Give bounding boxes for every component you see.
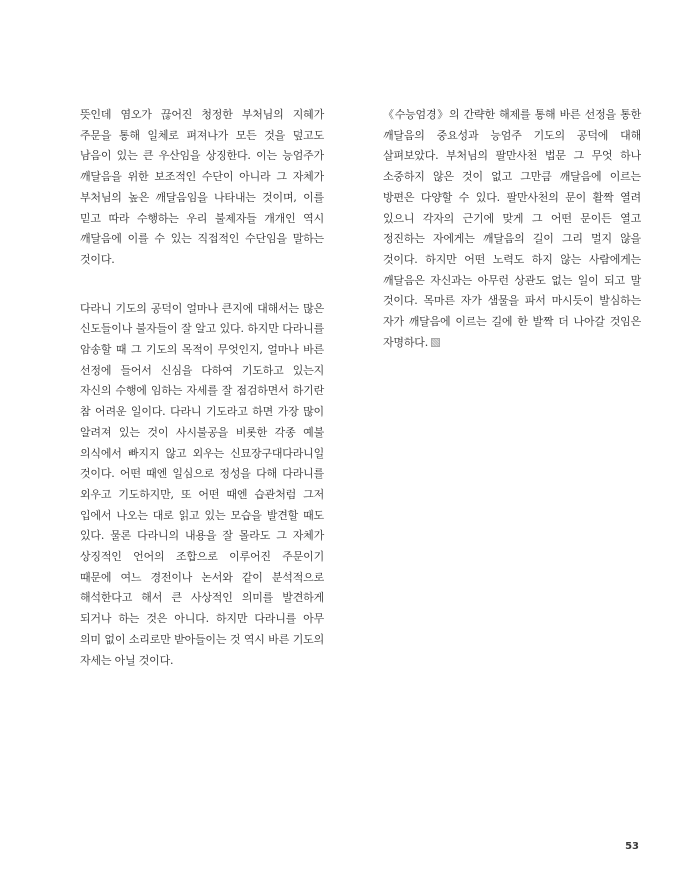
left-paragraph-2: 다라니 기도의 공덕이 얼마나 큰지에 대해서는 많은 신도들이나 불자들이 잘 알고 있다. 하지만 다라니를 암송할 때 그 기도의 목적이 무엇인지, 얼마나 바른 선정에 들어서 신심을 다하여 기도하고 있는지 자신의 수행에 임하는 자세를 잘 점검하면서 하기란 참 어려운 일이다. 다라니 기도라고 하면 가장 많이 알려져 있는 것이 사시불공을 비롯한 각종 예불 의식에서 빠지지 않고 외우는 신묘장구대다라니일 것이다. 어떤 때엔 일심으로 정성을 다해 다라니를 외우고 기도하지만, 또 어떤 때엔 습관처럼 그저 입에서 나오는 대로 읽고 있는 모습을 발견할 때도 있다. 물론 다라니의 내용을 잘 몰라도 그 자체가 상징적인 언어의 조합으로 이루어진 주문이기 때문에 여느 경전이나 논서와 같이 분석적으로 해석한다고 해서 큰 사상적인 의미를 발견하게 되거나 하는 것은 아니다. 하지만 다라니를 아무 의미 없이 소리로만 받아들이는 것 역시 바른 기도의 자세는 아닐 것이다. [80,301,324,667]
end-of-article-square-icon [431,338,440,347]
left-paragraph-1: 뜻인데 염오가 끊어진 청정한 부처님의 지혜가 주문을 통해 일체로 펴져나가 모든 것을 덮고도 남음이 있는 큰 우산임을 상징한다. 이는 능엄주가 깨달음을 위한 보조적인 수단이 아니라 그 자체가 부처님의 높은 깨달음임을 나타내는 것이며, 이를 믿고 따라 수행하는 우리 불제자들 개개인 역시 깨달음에 이를 수 있는 직접적인 수단임을 말하는 것이다. [80,108,324,266]
right-column [383,105,641,381]
right-paragraph-1 [383,105,641,353]
page-number: 53 [625,841,639,852]
left-column [80,105,324,699]
right-paragraph-1-text: 《수능엄경》의 간략한 해제를 통해 바른 선정을 통한 깨달음의 중요성과 능엄주 기도의 공덕에 대해 살펴보았다. 부처님의 팔만사천 법문 그 무엇 하나 소중하지 않은 것이 없고 그만큼 깨달음에 이르는 방편은 다양할 수 있다. 팔만사천의 문이 활짝 열려 있으니 각자의 근기에 맞게 그 어떤 문이든 열고 정진하는 자에게는 깨달음의 길이 그리 멀지 않을 것이다. 하지만 어떤 노력도 하지 않는 사람에게는 깨달음은 자신과는 아무런 상관도 없는 일이 되고 말 것이다. 목마른 자가 샘물을 파서 마시듯이 발심하는 자가 깨달음에 이르는 길에 한 발짝 더 나아갈 것임은 자명하다. [383,108,641,349]
